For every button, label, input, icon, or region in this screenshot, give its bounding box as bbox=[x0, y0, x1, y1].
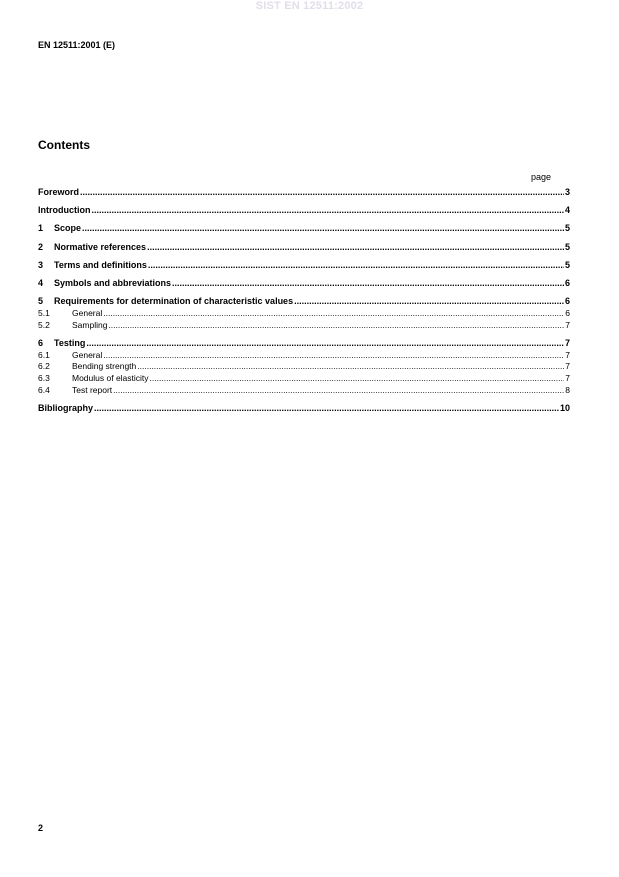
dot-leader bbox=[92, 204, 564, 216]
toc-entry[interactable] bbox=[38, 259, 570, 271]
toc-entry-page: 7 bbox=[565, 373, 570, 383]
toc-entry-number: 5.2 bbox=[38, 320, 50, 330]
toc-entry[interactable] bbox=[38, 360, 570, 372]
toc-entry-title: Requirements for determination of characteristic values bbox=[54, 296, 294, 306]
toc-entry[interactable] bbox=[38, 337, 570, 349]
dot-leader bbox=[113, 384, 564, 396]
toc-entry-title: Terms and definitions bbox=[54, 260, 147, 270]
toc-entry-title: Introduction bbox=[38, 205, 91, 215]
toc-entry-number: 6.3 bbox=[38, 373, 50, 383]
toc-entry-title: Foreword bbox=[38, 187, 80, 197]
toc-entry-number: 6.4 bbox=[38, 385, 50, 395]
toc-entry-title: Testing bbox=[54, 338, 86, 348]
toc-entry-number: 6.2 bbox=[38, 361, 50, 371]
toc-entry-number: 5 bbox=[38, 296, 44, 306]
toc-entry[interactable] bbox=[38, 372, 570, 384]
toc-entry-page: 5 bbox=[564, 260, 570, 270]
toc-entry[interactable] bbox=[38, 384, 570, 396]
toc-entry-page: 10 bbox=[559, 403, 570, 413]
toc-entry[interactable] bbox=[38, 319, 570, 331]
toc-entry-title: Modulus of elasticity bbox=[72, 373, 149, 383]
toc-entry[interactable] bbox=[38, 204, 570, 216]
dot-leader bbox=[150, 372, 565, 384]
toc-entry-title: Bending strength bbox=[72, 361, 137, 371]
toc-entry-page: 5 bbox=[564, 242, 570, 252]
toc-entry-title: Normative references bbox=[54, 242, 147, 252]
document-id: EN 12511:2001 (E) bbox=[38, 40, 116, 50]
dot-leader bbox=[86, 337, 564, 349]
dot-leader bbox=[94, 402, 559, 414]
page-number: 2 bbox=[38, 823, 44, 833]
toc-entry-page: 7 bbox=[565, 361, 570, 371]
watermark: SIST EN 12511:2002 bbox=[255, 0, 364, 12]
toc-entry-page: 3 bbox=[564, 187, 570, 197]
dot-leader bbox=[147, 241, 564, 253]
toc-entry-page: 4 bbox=[564, 205, 570, 215]
toc-entry[interactable] bbox=[38, 307, 570, 319]
toc-entry-title: Scope bbox=[54, 223, 82, 233]
toc-entry-title: Symbols and abbreviations bbox=[54, 278, 172, 288]
toc-entry-number: 4 bbox=[38, 278, 44, 288]
toc-entry-page: 6 bbox=[564, 278, 570, 288]
dot-leader bbox=[137, 360, 564, 372]
toc-entry-page: 6 bbox=[565, 308, 570, 318]
toc-entry-number: 2 bbox=[38, 242, 44, 252]
toc-entry[interactable] bbox=[38, 295, 570, 307]
toc-entry-page: 6 bbox=[564, 296, 570, 306]
toc-entry-title: General bbox=[72, 308, 103, 318]
dot-leader bbox=[108, 319, 564, 331]
toc-entry-page: 7 bbox=[565, 350, 570, 360]
toc-entry-title: Bibliography bbox=[38, 403, 94, 413]
dot-leader bbox=[80, 186, 564, 198]
toc-entry[interactable] bbox=[38, 277, 570, 289]
toc-entry-number: 5.1 bbox=[38, 308, 50, 318]
dot-leader bbox=[294, 295, 564, 307]
toc-entry-page: 8 bbox=[565, 385, 570, 395]
toc-entry-title: General bbox=[72, 350, 103, 360]
contents-heading: Contents bbox=[38, 138, 90, 152]
toc-entry-page: 7 bbox=[565, 320, 570, 330]
toc-entry[interactable] bbox=[38, 402, 570, 414]
toc-entry-title: Test report bbox=[72, 385, 113, 395]
toc-entry-number: 1 bbox=[38, 223, 44, 233]
page-column-label: page bbox=[531, 172, 552, 182]
toc-entry-number: 6.1 bbox=[38, 350, 50, 360]
dot-leader bbox=[148, 259, 564, 271]
toc-entry-page: 7 bbox=[564, 338, 570, 348]
toc-entry-page: 5 bbox=[564, 223, 570, 233]
toc-entry-title: Sampling bbox=[72, 320, 108, 330]
dot-leader bbox=[82, 222, 564, 234]
toc-entry-number: 6 bbox=[38, 338, 44, 348]
toc-entry-number: 3 bbox=[38, 260, 44, 270]
dot-leader bbox=[103, 307, 564, 319]
dot-leader bbox=[172, 277, 564, 289]
toc-entry[interactable] bbox=[38, 222, 570, 234]
toc-entry[interactable] bbox=[38, 241, 570, 253]
toc-entry[interactable] bbox=[38, 186, 570, 198]
